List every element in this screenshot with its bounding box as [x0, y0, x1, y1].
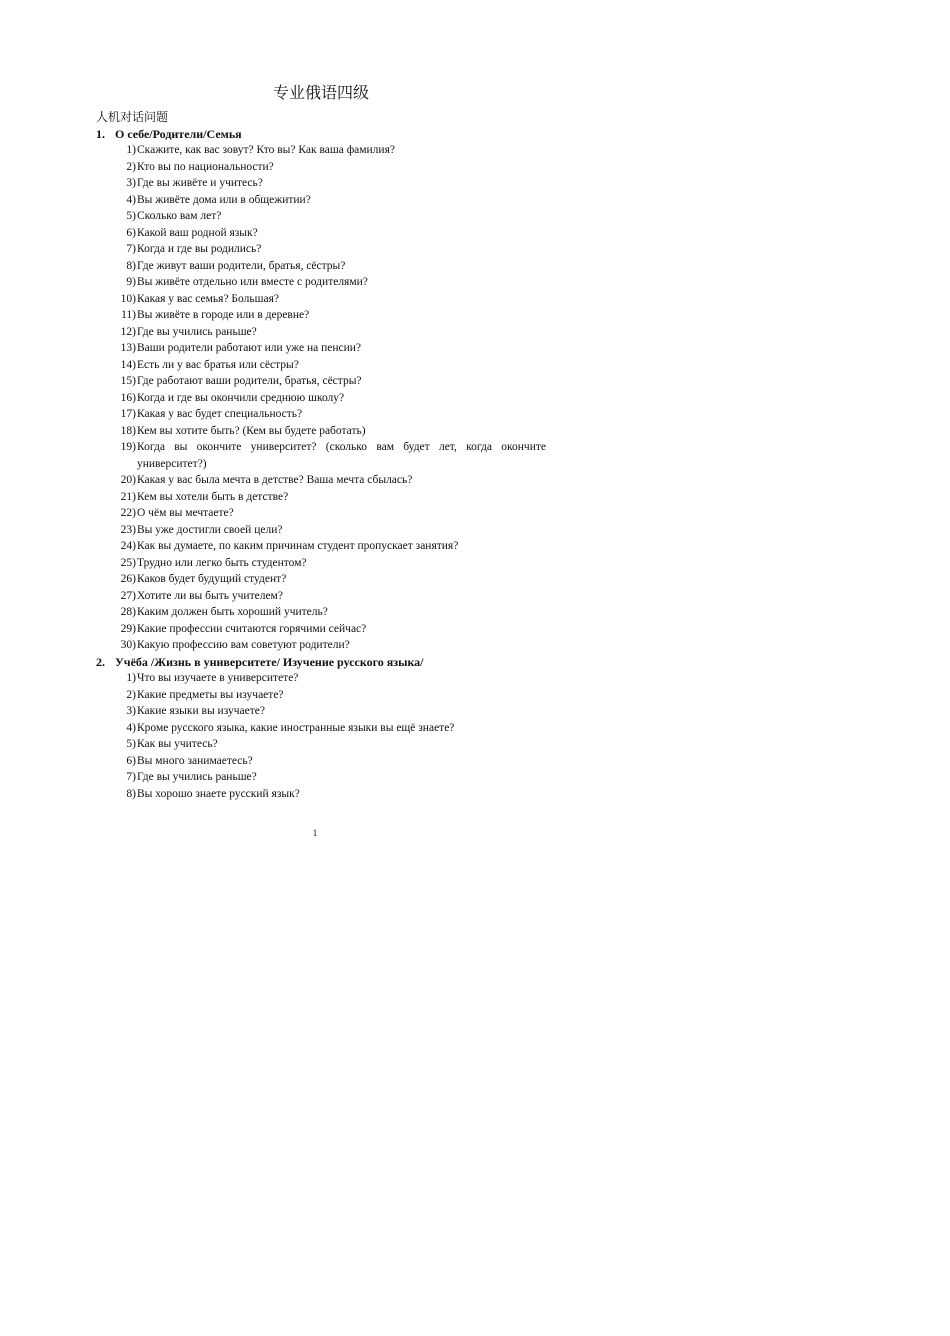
question-number: 3) — [126, 705, 136, 717]
question-text: Какая у вас была мечта в детстве? Ваша мечта сбылась? — [137, 474, 413, 486]
question-number: 12) — [120, 325, 136, 338]
list-item — [117, 225, 546, 242]
question-number: 6) — [126, 226, 136, 239]
question-text: Как вы учитесь? — [137, 738, 218, 750]
question-number: 4) — [126, 193, 136, 206]
question-text: Кем вы хотите быть? (Кем вы будете работать) — [137, 424, 366, 437]
question-number: 13) — [120, 342, 136, 354]
question-text: Есть ли у вас братья или сёстры? — [137, 358, 299, 371]
section-title: Учёба /Жизнь в университете/ Изучение русского языка/ — [115, 654, 424, 669]
list-item — [117, 522, 546, 539]
question-text: Вы уже достигли своей цели? — [137, 523, 283, 536]
list-item — [117, 472, 546, 489]
question-text: Каков будет будущий студент? — [137, 573, 287, 585]
question-text: Как вы думаете, по каким причинам студент пропускает занятия? — [137, 540, 459, 552]
question-text: Вы много занимаетесь? — [137, 754, 253, 767]
list-item — [117, 637, 546, 654]
list-item — [117, 373, 546, 390]
question-number: 23) — [120, 523, 136, 536]
list-item — [117, 538, 546, 555]
list-item — [117, 571, 546, 588]
list-item — [117, 175, 546, 192]
question-number: 7) — [126, 771, 136, 783]
question-text: Хотите ли вы быть учителем? — [137, 589, 283, 602]
question-text: Когда и где вы родились? — [137, 243, 262, 255]
list-item — [117, 604, 546, 621]
question-text: Где вы учились раньше? — [137, 771, 257, 783]
list-item — [117, 142, 546, 159]
list-item — [117, 406, 546, 423]
question-text: Какая у вас семья? Большая? — [137, 292, 279, 305]
list-item — [117, 241, 546, 258]
question-text: Кроме русского языка, какие иностранные языки вы ещё знаете? — [137, 721, 455, 734]
list-item — [117, 423, 546, 440]
list-item — [117, 159, 546, 176]
question-text: Какой ваш родной язык? — [137, 226, 258, 239]
question-text: Какие предметы вы изучаете? — [137, 688, 284, 701]
question-text: Где живут ваши родители, братья, сёстры? — [137, 259, 346, 272]
list-item — [117, 670, 546, 687]
question-number: 9) — [126, 276, 136, 288]
question-number: 10) — [120, 292, 136, 305]
question-text: Что вы изучаете в университете? — [137, 672, 299, 684]
question-text: Какие языки вы изучаете? — [137, 705, 265, 717]
question-number: 22) — [120, 507, 136, 519]
question-text: Вы живёте дома или в общежитии? — [137, 193, 311, 206]
question-list-2 — [96, 670, 546, 802]
question-number: 14) — [120, 358, 136, 371]
question-number: 29) — [120, 622, 136, 635]
list-item — [117, 390, 546, 407]
question-number: 5) — [126, 210, 136, 222]
question-number: 2) — [126, 160, 136, 173]
document-content — [96, 109, 546, 802]
question-text: Сколько вам лет? — [137, 210, 222, 222]
question-text: Какую профессию вам советуют родители? — [137, 639, 350, 651]
question-number: 25) — [120, 556, 136, 569]
question-number: 8) — [126, 259, 136, 272]
question-number: 3) — [126, 177, 136, 189]
document-subtitle: 人机对话问题 — [96, 110, 169, 124]
question-text: Где вы учились раньше? — [137, 325, 257, 338]
section-number: 1. — [96, 126, 105, 141]
question-number: 6) — [126, 754, 136, 767]
question-number: 7) — [126, 243, 136, 255]
question-number: 1) — [126, 144, 136, 156]
question-number: 27) — [120, 589, 136, 602]
question-text: Каким должен быть хороший учитель? — [137, 606, 328, 618]
question-number: 8) — [126, 787, 136, 800]
list-item — [117, 769, 546, 786]
question-number: 18) — [120, 424, 136, 437]
question-number: 28) — [120, 606, 136, 618]
list-item — [117, 340, 546, 357]
list-item — [117, 307, 546, 324]
list-item — [117, 291, 546, 308]
list-item — [117, 588, 546, 605]
section-number: 2. — [96, 654, 105, 669]
list-item — [117, 489, 546, 506]
section-heading-1 — [96, 126, 546, 143]
question-number: 1) — [126, 672, 136, 684]
question-text: Когда вы окончите университет? (сколько вам будет лет, когда окончите университет?) — [137, 441, 546, 470]
question-text: Кто вы по национальности? — [137, 160, 274, 173]
section-heading-2 — [96, 654, 546, 671]
question-number: 19) — [120, 441, 136, 453]
document-title: 专业俄语四级 — [272, 83, 369, 102]
list-item — [117, 703, 546, 720]
question-number: 30) — [120, 639, 136, 651]
question-text: О чём вы мечтаете? — [137, 507, 234, 519]
list-item — [117, 753, 546, 770]
question-text: Скажите, как вас зовут? Кто вы? Как ваша фамилия? — [137, 144, 395, 156]
question-text: Где вы живёте и учитесь? — [137, 177, 263, 189]
question-number: 26) — [120, 573, 136, 585]
list-item — [117, 687, 546, 704]
question-list-1 — [96, 142, 546, 654]
question-number: 24) — [120, 540, 136, 552]
list-item — [117, 324, 546, 341]
question-number: 5) — [126, 738, 136, 750]
question-text: Какая у вас будет специальность? — [137, 408, 303, 420]
question-text: Где работают ваши родители, братья, сёстры? — [137, 375, 362, 387]
list-item — [117, 720, 546, 737]
list-item — [117, 357, 546, 374]
list-item — [117, 736, 546, 753]
question-text: Вы живёте в городе или в деревне? — [137, 309, 310, 321]
question-number: 15) — [120, 375, 136, 387]
list-item — [117, 621, 546, 638]
question-text: Ваши родители работают или уже на пенсии? — [137, 342, 362, 354]
question-text: Вы хорошо знаете русский язык? — [137, 787, 300, 800]
list-item — [117, 439, 546, 472]
question-number: 4) — [126, 721, 136, 734]
list-item — [117, 505, 546, 522]
page-number: 1 — [312, 828, 318, 838]
question-number: 2) — [126, 688, 136, 701]
question-text: Кем вы хотели быть в детстве? — [137, 490, 289, 503]
list-item — [117, 208, 546, 225]
question-text: Трудно или легко быть студентом? — [137, 556, 307, 569]
question-number: 21) — [120, 490, 136, 503]
list-item — [117, 274, 546, 291]
question-number: 16) — [120, 391, 136, 404]
list-item — [117, 555, 546, 572]
list-item — [117, 258, 546, 275]
list-item — [117, 786, 546, 803]
question-sections — [96, 126, 546, 803]
question-text: Какие профессии считаются горячими сейчас? — [137, 622, 367, 635]
question-text: Когда и где вы окончили среднюю школу? — [137, 391, 345, 404]
section-title: О себе/Родители/Семья — [115, 126, 242, 141]
question-number: 11) — [121, 309, 136, 321]
question-number: 20) — [120, 474, 136, 486]
list-item — [117, 192, 546, 209]
question-number: 17) — [120, 408, 136, 420]
question-text: Вы живёте отдельно или вместе с родителями? — [137, 276, 368, 288]
